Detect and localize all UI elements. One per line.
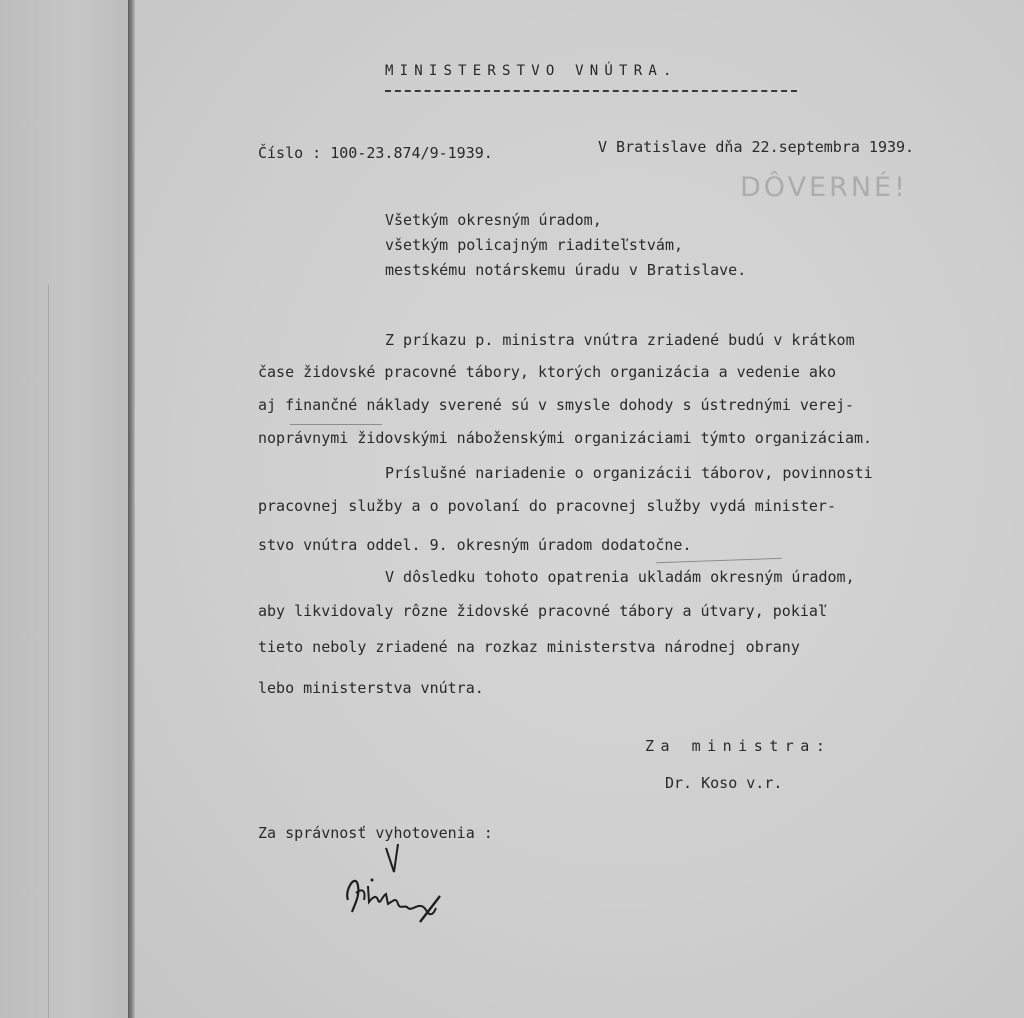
confidential-stamp: DÔVERNÉ!: [740, 172, 908, 203]
body-paragraph-line: čase židovské pracovné tábory, ktorých organizácia a vedenie ako: [258, 363, 836, 381]
document-header-title: MINISTERSTVO VNÚTRA.: [385, 63, 678, 79]
body-paragraph-line: aj finančné náklady sverené sú v smysle dohody s ústrednými verej-: [258, 396, 855, 414]
reference-number: Číslo : 100-23.874/9-1939.: [258, 144, 493, 162]
body-paragraph-line: tieto neboly zriadené na rozkaz ministerstva národnej obrany: [258, 638, 800, 656]
addressee-line: Všetkým okresným úradom,: [385, 211, 602, 229]
body-paragraph-line: aby likvidovaly rôzne židovské pracovné tábory a útvary, pokiaľ: [258, 602, 827, 620]
body-paragraph-line: noprávnymi židovskými náboženskými organizáciami týmto organizáciam.: [258, 429, 873, 447]
body-paragraph-line: pracovnej služby a o povolaní do pracovnej služby vydá minister-: [258, 497, 836, 515]
body-paragraph-line: V dôsledku tohoto opatrenia ukladám okresným úradom,: [385, 568, 855, 586]
scan-left-margin: [0, 0, 128, 1018]
header-dashed-rule: [385, 90, 797, 92]
body-paragraph-line: stvo vnútra oddel. 9. okresným úradom dodatočne.: [258, 536, 692, 554]
body-paragraph-line: lebo ministerstva vnútra.: [258, 679, 484, 697]
addressee-line: mestskému notárskemu úradu v Bratislave.: [385, 261, 747, 279]
signoff-line: Za ministra:: [645, 737, 832, 755]
handwritten-underline: [290, 424, 382, 425]
page-edge-shadow: [128, 0, 135, 1018]
body-paragraph-line: Príslušné nariadenie o organizácii táborov, povinnosti: [385, 464, 873, 482]
addressee-line: všetkým policajným riaditeľstvám,: [385, 236, 684, 254]
handwritten-signature: [336, 838, 446, 938]
certification-line: Za správnosť vyhotovenia :: [258, 824, 493, 842]
signer-name: Dr. Koso v.r.: [665, 774, 783, 792]
body-paragraph-line: Z príkazu p. ministra vnútra zriadené budú v krátkom: [385, 331, 855, 349]
place-and-date: V Bratislave dňa 22.septembra 1939.: [598, 138, 915, 156]
